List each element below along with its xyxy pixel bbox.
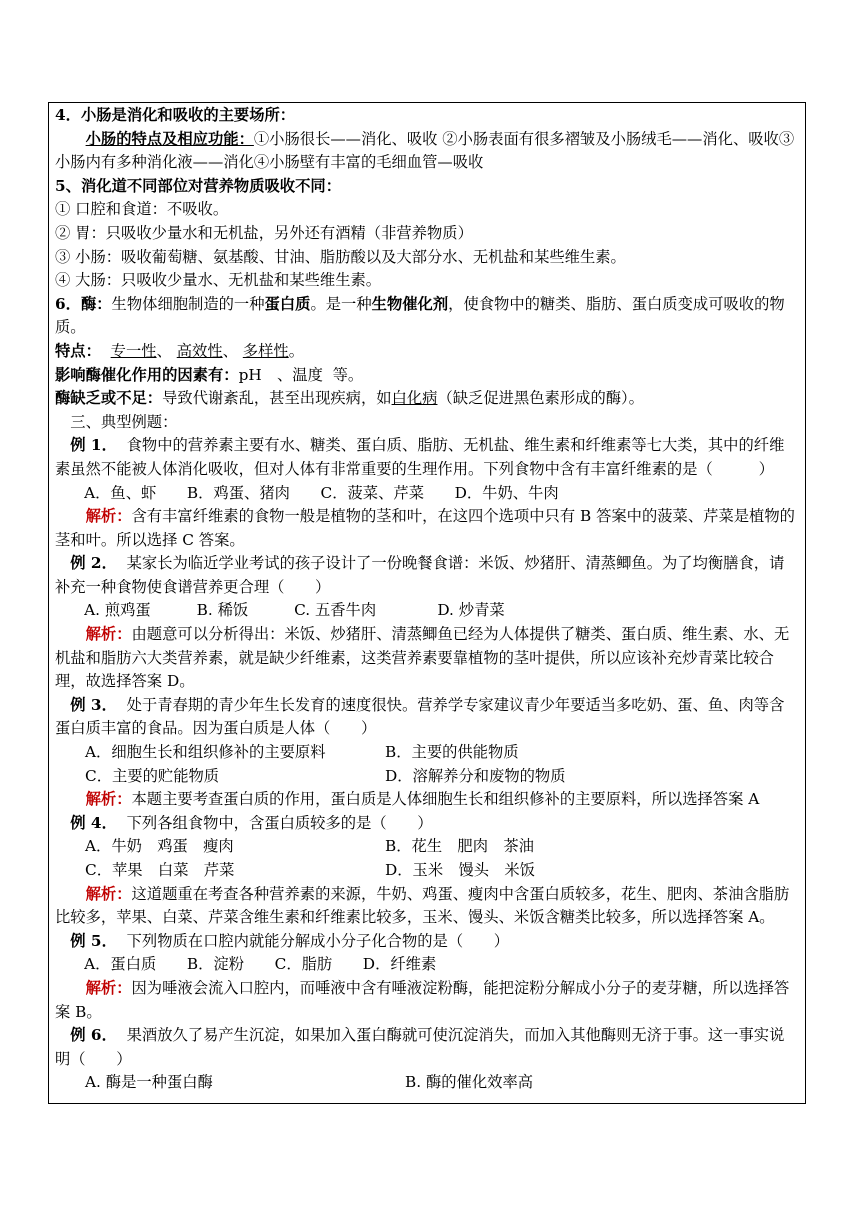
question-text: 下列各组食物中，含蛋白质较多的是（ ） — [116, 813, 433, 832]
example-analysis — [55, 788, 797, 812]
example-analysis — [55, 623, 797, 694]
example-label: 例 6． — [70, 1026, 117, 1045]
option: D．溶解养分和废物的物质 — [385, 766, 566, 785]
question-text: 果酒放久了易产生沉淀，如果加入蛋白酶就可使沉淀消失，而加入其他酶则无济于事。这一事实说明（ ） — [55, 1026, 785, 1068]
example-label: 例 3． — [70, 695, 117, 714]
features-label: 小肠的特点及相应功能： — [85, 129, 254, 148]
example-options: A. 煎鸡蛋 B. 稀饭 C. 五香牛肉 D. 炒青菜 — [84, 601, 505, 620]
example-options-row — [55, 765, 797, 789]
text: 生物体细胞制造的一种 — [111, 294, 265, 313]
lack-label: 酶缺乏或不足： — [55, 389, 163, 408]
option: B．主要的供能物质 — [385, 743, 519, 762]
option: B. 酶的催化效率高 — [405, 1073, 534, 1092]
example-analysis — [55, 977, 797, 1024]
enzyme-lack — [55, 387, 797, 411]
example-label: 例 5． — [70, 931, 117, 950]
question-text: 某家长为临近学业考试的孩子设计了一份晚餐食谱：米饭、炒猪肝、清蒸鲫鱼。为了均衡膳食，请补充一种食物使食谱营养更合理（ ） — [55, 554, 785, 596]
example-label: 例 1． — [70, 436, 117, 455]
option: D．玉米 馒头 米饭 — [385, 861, 535, 879]
text: （缺乏促进黑色素形成的酶）。 — [437, 389, 644, 408]
analysis-label: 解析： — [85, 625, 132, 644]
section5-item: ③ 小肠：吸收葡萄糖、氨基酸、甘油、脂肪酸以及大部分水、无机盐和某些维生素。 — [55, 247, 626, 266]
question-text: 食物中的营养素主要有水、糖类、蛋白质、脂肪、无机盐、维生素和纤维素等七大类，其中的纤维素虽然不能被人体消化吸收，但对人体有非常重要的生理作用。下列食物中含有丰富纤维素的是（ ） — [55, 436, 785, 478]
example-options-row — [55, 741, 797, 765]
example-question — [55, 434, 797, 481]
section3-heading: 三、典型例题： — [70, 412, 178, 431]
analysis-text: 这道题重在考查各种营养素的来源，牛奶、鸡蛋、瘦肉中含蛋白质较多，花生、肥肉、茶油含脂肪比较多，苹果、白菜、芹菜含维生素和纤维素比较多，玉米、馒头、米饭含糖类比较多，所以选择答案 A。 — [55, 884, 790, 927]
analysis-label: 解析： — [85, 507, 132, 526]
trait: 专一性 — [110, 341, 157, 360]
enzyme-factors — [55, 364, 797, 388]
enzyme-traits: 特点： 专一性、 高效性、 多样性。 — [55, 341, 305, 360]
section5-item: ② 胃：只吸收少量水和无机盐，另外还有酒精（非营养物质） — [55, 223, 473, 242]
section6-heading: 6．酶： — [55, 294, 112, 313]
trait: 多样性 — [242, 341, 289, 360]
analysis-label: 解析： — [85, 978, 132, 997]
question-text: 处于青春期的青少年生长发育的速度很快。营养学专家建议青少年要适当多吃奶、蛋、鱼、肉等含蛋白质丰富的食品。因为蛋白质是人体（ ） — [55, 695, 785, 738]
example-options: A．蛋白质 B．淀粉 C．脂肪 D．纤维素 — [84, 955, 437, 974]
features-text: ①小肠很长——消化、吸收 ②小肠表面有很多褶皱及小肠绒毛——消化、吸收③小肠内有多种消化液——消化④小肠壁有丰富的毛细血管—吸收 — [55, 129, 795, 172]
example-question — [55, 694, 797, 741]
factors-label: 影响酶催化作用的因素有： — [55, 365, 239, 384]
section6-definition — [55, 293, 797, 340]
example-analysis — [55, 505, 797, 552]
text: 导致代谢紊乱，甚至出现疾病，如 — [162, 389, 392, 408]
section4-features — [55, 128, 797, 175]
traits-label: 特点： — [55, 341, 101, 360]
option: A. 酶是一种蛋白酶 — [85, 1073, 213, 1092]
section5-item: ① 口腔和食道：不吸收。 — [55, 200, 229, 219]
question-text: 下列物质在口腔内就能分解成小分子化合物的是（ ） — [116, 931, 510, 950]
example-label: 例 2． — [70, 554, 117, 573]
analysis-text: 因为唾液会流入口腔内，而唾液中含有唾液淀粉酶，能把淀粉分解成小分子的麦芽糖，所以选择答案 B。 — [55, 978, 790, 1021]
document-body — [55, 104, 797, 1095]
bold-term: 蛋白质 — [264, 294, 311, 313]
analysis-text: 本题主要考查蛋白质的作用，蛋白质是人体细胞生长和组织修补的主要原料，所以选择答案 A — [131, 790, 760, 809]
analysis-text: 含有丰富纤维素的食物一般是植物的茎和叶，在这四个选项中只有 B 答案中的菠菜、芹菜是植物的茎和叶。所以选择 C 答案。 — [55, 507, 795, 549]
analysis-label: 解析： — [85, 790, 132, 809]
option: C．苹果 白菜 芹菜 — [85, 861, 235, 879]
example-analysis — [55, 883, 797, 930]
section5-heading: 5、消化道不同部位对营养物质吸收不同： — [55, 176, 341, 195]
example-options: A．鱼、虾 B．鸡蛋、猪肉 C．菠菜、芹菜 D．牛奶、牛肉 — [84, 483, 559, 502]
example-question — [55, 930, 797, 954]
option: B．花生 肥肉 茶油 — [385, 837, 534, 856]
analysis-text: 由题意可以分析得出：米饭、炒猪肝、清蒸鲫鱼已经为人体提供了糖类、蛋白质、维生素、水、无机盐和脂肪六大类营养素，就是缺少纤维素，这类营养素要靠植物的茎叶提供，所以应该补充炒青菜比较合理，故选择答案 D。 — [55, 625, 790, 691]
example-options-row — [55, 859, 797, 883]
example-options-row — [55, 1071, 797, 1095]
text: 。是一种 — [310, 294, 372, 313]
trait: 高效性 — [176, 341, 223, 360]
example-question — [55, 812, 797, 836]
underlined-term: 白化病 — [391, 389, 438, 408]
bold-term: 生物催化剂 — [371, 294, 449, 313]
example-question — [55, 552, 797, 599]
example-options-row — [55, 835, 797, 859]
analysis-label: 解析： — [85, 884, 132, 903]
text: ，使食物中的糖类、脂肪、蛋白质变成可吸收的物质。 — [55, 294, 785, 337]
section5-item: ④ 大肠：只吸收少量水、无机盐和某些维生素。 — [55, 271, 382, 290]
option: A．细胞生长和组织修补的主要原料 — [85, 743, 326, 762]
option: C．主要的贮能物质 — [85, 766, 220, 785]
example-label: 例 4． — [70, 813, 117, 832]
example-question — [55, 1024, 797, 1071]
factors-text: pH 、温度 等。 — [238, 365, 364, 384]
section4-heading: 4．小肠是消化和吸收的主要场所： — [55, 106, 296, 124]
option: A．牛奶 鸡蛋 瘦肉 — [85, 837, 234, 856]
